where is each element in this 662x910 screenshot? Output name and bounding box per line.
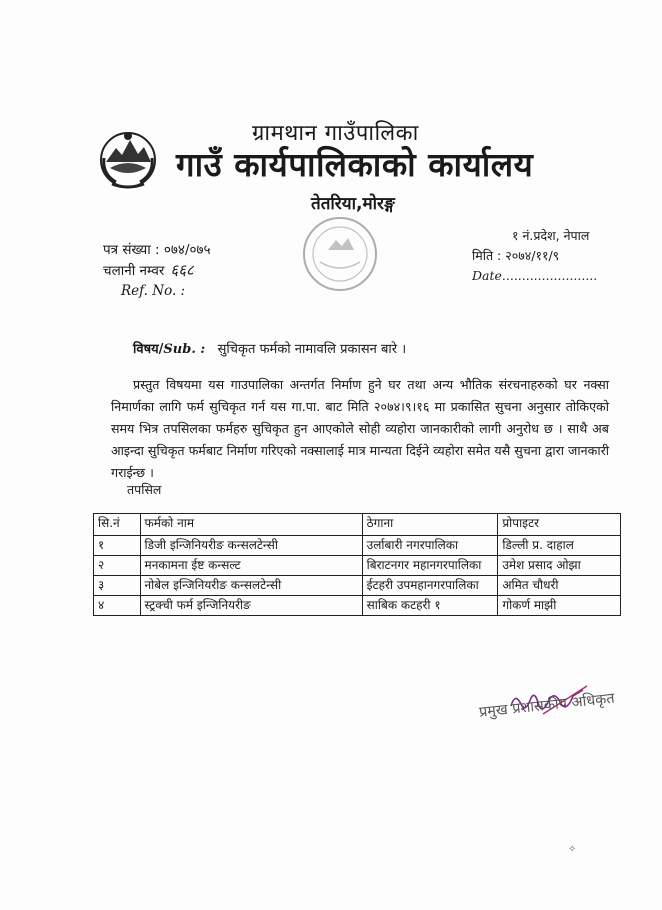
office-location: तेतरिया,मोरङ्ग (311, 194, 395, 214)
ref-no-label: Ref. No. : (121, 283, 186, 299)
date-block (472, 226, 597, 286)
cell-address: बिराटनगर महानगरपालिका (362, 556, 498, 576)
table-header-row (94, 514, 621, 536)
cell-address: साबिक कटहरी १ (362, 596, 498, 616)
patra-sankhya: पत्र संख्या : ०७४/०७५ (103, 242, 211, 258)
chalani-number: ६६८ (170, 261, 194, 279)
cell-address: उर्लाबारी नगरपालिका (362, 536, 498, 556)
header-address: ठेगाना (362, 514, 498, 536)
table-row (94, 536, 621, 556)
reference-block (103, 240, 211, 301)
page-mark: ✧ (568, 844, 577, 855)
cell-serial: ३ (94, 576, 141, 596)
cell-firm-name: डिजी इन्जिनियरीङ कन्सलटेन्सी (140, 536, 362, 556)
header-serial: सि.नं (94, 514, 141, 536)
municipality-name: ग्रामथान गाउँपालिका (252, 121, 419, 146)
subject-label-en: Sub. : (163, 342, 206, 357)
firm-table (93, 513, 621, 616)
subject-label: विषय/ (133, 342, 164, 357)
cell-proprietor: डिल्ली प्र. दाहाल (498, 536, 621, 556)
header-firm-name: फर्मको नाम (140, 514, 362, 536)
date-label: Date........................ (472, 268, 598, 283)
chalani-label: चलानी नम्वर (103, 263, 165, 279)
cell-proprietor: उमेश प्रसाद ओझा (498, 556, 621, 576)
header-proprietor: प्रोपाइटर (498, 514, 621, 536)
cell-proprietor: गोकर्ण माझी (498, 596, 621, 616)
cell-firm-name: मनकामना ईष्ट कन्सल्ट (140, 556, 362, 576)
subject-text: सुचिकृत फर्मको नामावलि प्रकासन बारे । (217, 342, 407, 357)
cell-serial: १ (94, 536, 141, 556)
tapasil-heading: तपसिल (127, 482, 162, 497)
cell-firm-name: नोबेल इन्जिनियरीङ कन्सलटेन्सी (140, 576, 362, 596)
subject-line (133, 339, 406, 357)
nepal-emblem-icon (98, 128, 158, 190)
province-label: १ नं.प्रदेश, नेपाल (512, 228, 590, 243)
office-stamp-icon (296, 212, 384, 294)
signatory-title: प्रमुख प्रशासकीय अधिकृत (478, 690, 616, 721)
office-title: गाउँ कार्यपालिकाको कार्यालय (176, 145, 534, 184)
body-paragraph: प्रस्तुत विषयमा यस गाउपालिका अन्तर्गत निर्माण हुने घर तथा अन्य भौतिक संरचनाहरुको घर नक्सा निमार्णका लागि फर्म सुचिकृत गर्न यस गा.पा. बाट मिति २०७४।९।१६ मा प्रकासित सुचना अनुसार तोकिएको समय भित्र तपसिलका फर्महरु सुचिकृत हुन आएकोले सोही व्यहोरा जानकारीको लागी अनुरोध छ । साथै अब आइन्दा सुचिकृत फर्मबाट निर्माण गरिएको नक्सालाई मात्र मान्यता दिईने व्यहोरा समेत यसै सुचना द्वारा जानकारी गराईन्छ । (111, 377, 609, 480)
cell-firm-name: स्ट्रक्ची फर्म इन्जिनियरीङ (140, 596, 362, 616)
cell-serial: २ (94, 556, 141, 576)
chalani-row (103, 260, 211, 281)
table-row (94, 596, 621, 616)
cell-address: ईटहरी उपमहानगरपालिका (362, 576, 498, 596)
miti-label: मिति : २०७४/११/९ (472, 248, 560, 263)
cell-proprietor: अमित चौधरी (498, 576, 621, 596)
cell-serial: ४ (94, 596, 141, 616)
table-row (94, 556, 621, 576)
table-row (94, 576, 621, 596)
